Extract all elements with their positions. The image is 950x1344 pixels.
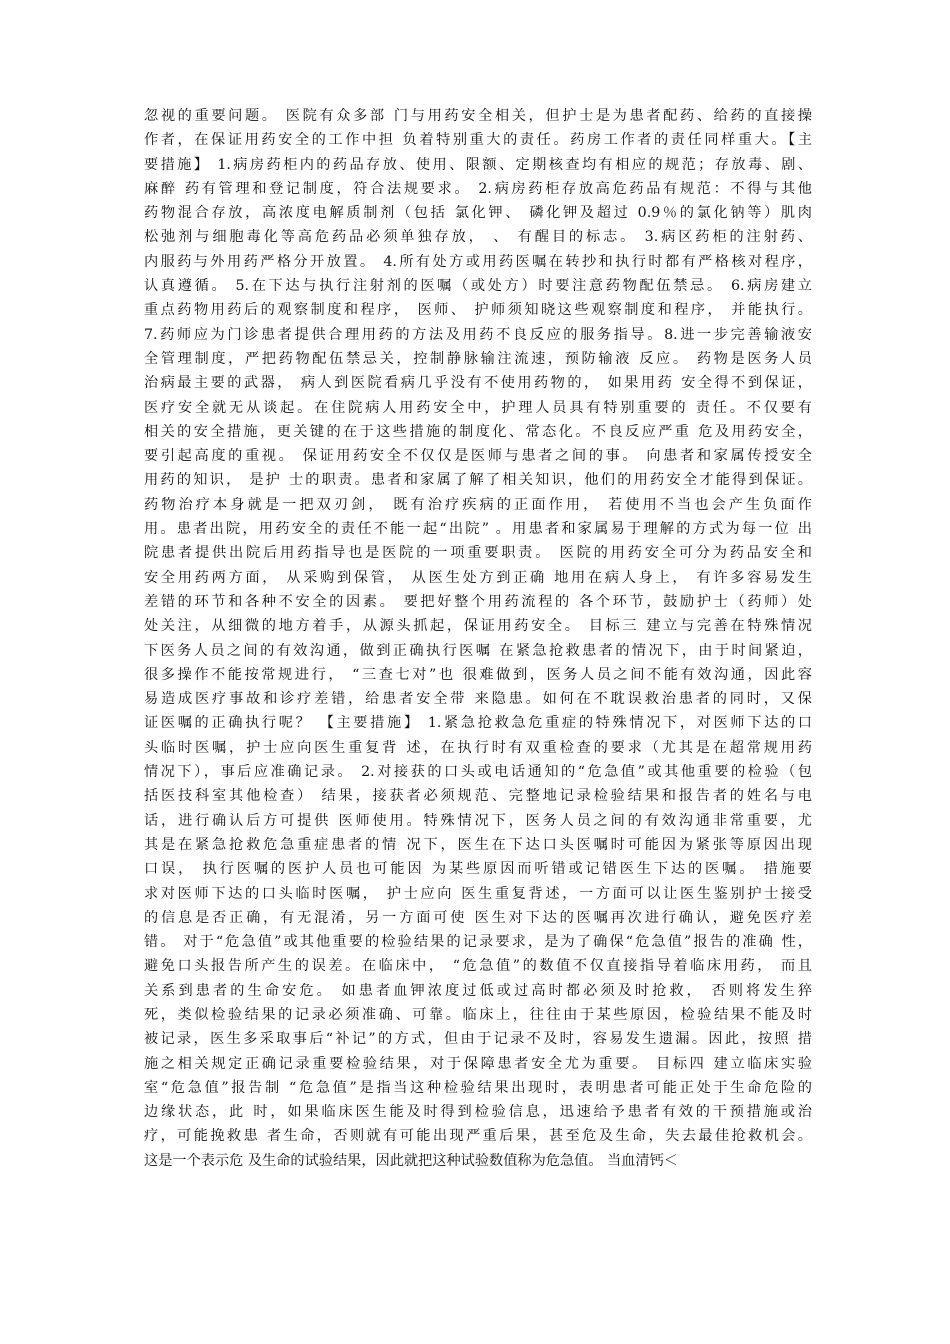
text-line: 内服药与外用药严格分开放置。 4.所有处方或用药医嘱在转抄和执行时都有严格核对程序， <box>144 253 812 270</box>
text-line: 求对医师下达的口头临时医嘱， 护士应向 医生重复背述，一方面可以让医生鉴别护士接受 <box>144 885 812 902</box>
text-line: 松弛剂与细胞毒化等高危药品必须单独存放， 、 有醒目的标志。 3.病区药柜的注射药、 <box>144 229 812 246</box>
text-line: 7.药师应为门诊患者提供合理用药的方法及用药不良反应的服务指导。8.进一步完善输液安 <box>144 326 812 343</box>
text-line: 忽视的重要问题。 医院有众多部 门与用药安全相关，但护士是为患者配药、给药的直接操 <box>144 108 812 124</box>
text-line: 差错的环节和各种不安全的因素。 要把好整个用药流程的 各个环节，鼓励护士（药师）处 <box>144 593 812 610</box>
text-line: 认真遵循。 5.在下达与执行注射剂的医嘱（或处方）时要注意药物配伍禁忌。 6.病房建立 <box>144 278 812 295</box>
text-line: 施之相关规定正确记录重要检验结果，对于保障患者安全尤为重要。 目标四 建立临床实验 <box>144 1055 812 1072</box>
text-line: 口误， 执行医嘱的医护人员也可能因 为某些原因而听错或记错医生下达的医嘱。 措施要 <box>144 861 812 878</box>
text-line: 被记录，医生多采取事后“补记”的方式，但由于记录不及时，容易发生遗漏。因此，按照 措 <box>144 1031 812 1048</box>
text-line: 用。患者出院，用药安全的责任不能一起“出院” 。用患者和家属易于理解的方式为每一位 出 <box>144 521 812 538</box>
text-line: 要措施】 1.病房药柜内的药品存放、使用、限额、定期核查均有相应的规范；存放毒、剧、 <box>144 156 812 173</box>
text-line: 这是一个表示危 及生命的试验结果，因此就把这种试验数值称为危急值。 当血清钙＜ <box>144 1152 678 1169</box>
text-line: 药物治疗本身就是一把双刃剑， 既有治疗疾病的正面作用， 若使用不当也会产生负面作 <box>144 496 812 513</box>
text-line: 括医技科室其他检查） 结果，接获者必须规范、完整地记录检验结果和报告者的姓名与电 <box>144 788 812 805</box>
text-line: 作者，在保证用药安全的工作中担 负着特别重大的责任。药房工作者的责任同样重大。【主 <box>144 132 812 149</box>
text-line: 处关注，从细微的地方着手，从源头抓起，保证用药安全。 目标三 建立与完善在特殊情况 <box>144 618 812 635</box>
text-line: 全管理制度，严把药物配伍禁忌关，控制静脉输注流速，预防输液 反应。 药物是医务人员 <box>144 350 812 367</box>
text-line: 相关的安全措施，更关键的在于这些措施的制度化、常态化。不良反应严重 危及用药安全， <box>144 423 812 440</box>
text-line: 其是在紧急抢救危急重症患者的情 况下，医生在下达口头医嘱时可能因为紧张等原因出现 <box>144 836 812 853</box>
text-line: 避免口头报告所产生的误差。在临床中， “危急值”的数值不仅直接指导着临床用药， 而且 <box>144 958 812 975</box>
text-line: 下医务人员之间的有效沟通，做到正确执行医嘱 在紧急抢救患者的情况下，由于时间紧迫， <box>144 642 812 659</box>
text-line: 错。 对于“危急值”或其他重要的检验结果的记录要求，是为了确保“危急值”报告的准确 性， <box>144 934 812 951</box>
text-line: 用药的知识， 是护 士的职责。患者和家属了解了相关知识，他们的用药安全才能得到保证。 <box>144 472 812 489</box>
text-line: 的信息是否正确，有无混淆，另一方面可使 医生对下达的医嘱再次进行确认，避免医疗差 <box>144 909 812 926</box>
text-line: 边缘状态，此 时，如果临床医生能及时得到检验信息，迅速给予患者有效的干预措施或治 <box>144 1104 812 1121</box>
text-line: 治病最主要的武器， 病人到医院看病几乎没有不使用药物的， 如果用药 安全得不到保证， <box>144 375 812 392</box>
text-line: 头临时医嘱，护士应向医生重复背 述，在执行时有双重检查的要求（尤其是在超常规用药 <box>144 739 812 756</box>
text-line: 药物混合存放，高浓度电解质制剂（包括 氯化钾、 磷化钾及超过 0.9％的氯化钠等）肌肉 <box>144 205 812 222</box>
text-line: 很多操作不能按常规进行， “三查七对”也 很难做到，医务人员之间不能有效沟通，因此容 <box>144 666 812 683</box>
text-line: 安全用药两方面， 从采购到保管， 从医生处方到正确 地用在病人身上， 有许多容易发生 <box>144 569 812 586</box>
text-line: 关系到患者的生命安危。 如患者血钾浓度过低或过高时都必须及时抢救， 否则将发生猝 <box>144 982 812 999</box>
text-line: 死，类似检验结果的记录必须准确、可靠。临床上，往往由于某些原因，检验结果不能及时 <box>144 1006 812 1023</box>
document-body <box>144 104 812 1173</box>
text-line: 证医嘱的正确执行呢？ 【主要措施】 1.紧急抢救急危重症的特殊情况下，对医师下达的口 <box>144 715 812 732</box>
text-line: 重点药物用药后的观察制度和程序， 医师、 护师须知晓这些观察制度和程序， 并能执行。 <box>144 302 812 319</box>
text-line: 情况下），事后应准确记录。 2.对接获的口头或电话通知的“危急值”或其他重要的检验（包 <box>144 764 812 781</box>
text-line: 院患者提供出院后用药指导也是医院的一项重要职责。 医院的用药安全可分为药品安全和 <box>144 545 812 562</box>
text-line: 话，进行确认后方可提供 医师使用。特殊情况下，医务人员之间的有效沟通非常重要，尤 <box>144 812 812 829</box>
text-line: 医疗安全就无从谈起。在住院病人用药安全中，护理人员具有特别重要的 责任。不仅要有 <box>144 399 812 416</box>
text-line: 要引起高度的重视。 保证用药安全不仅仅是医师与患者之间的事。 向患者和家属传授安全 <box>144 448 812 465</box>
text-line: 室“危急值”报告制 “危急值”是指当这种检验结果出现时，表明患者可能正处于生命危险的 <box>144 1079 812 1096</box>
text-line: 疗，可能挽救患 者生命，否则就有可能出现严重后果，甚至危及生命，失去最佳抢救机会。 <box>144 1128 812 1145</box>
text-line: 麻醉 药有管理和登记制度，符合法规要求。 2.病房药柜存放高危药品有规范：不得与其他 <box>144 180 812 197</box>
text-line: 易造成医疗事故和诊疗差错，给患者安全带 来隐患。如何在不耽误救治患者的同时，又保 <box>144 691 812 708</box>
